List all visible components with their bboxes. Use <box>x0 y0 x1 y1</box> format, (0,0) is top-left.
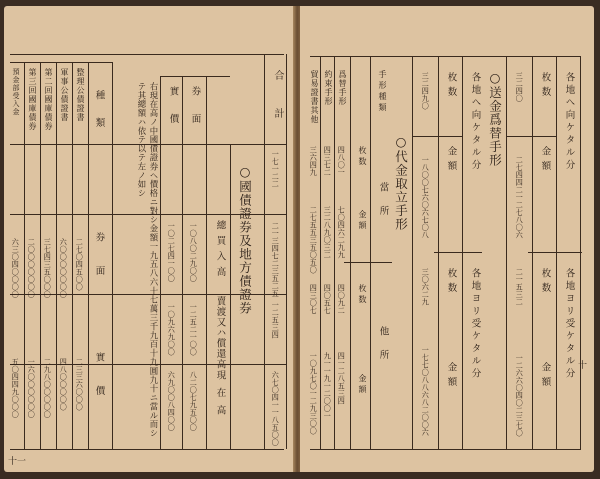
table-e-row-4-label: 第三回國庫債券 <box>28 68 37 131</box>
table-c-row-2-v2: 三二八九〇三二 <box>323 206 333 259</box>
table-b-col-count-1: 枚数 <box>445 72 457 101</box>
table-c-total-v4: 六七〇四一一八五〇〇 <box>271 371 281 446</box>
table-c-row-3-v2: 二七五五三五〇五〇 <box>309 206 319 274</box>
table-c-sub-divider <box>350 56 351 449</box>
table-e-row-4-v2: 一六〇〇〇〇〇〇 <box>27 358 37 418</box>
table-c-total-v3: 一二五三四 <box>271 301 281 339</box>
table-c-header-here: 當所 <box>377 182 389 229</box>
table-b-col-count-2: 枚数 <box>445 268 457 297</box>
table-e-divider-4 <box>24 62 25 449</box>
table-c-header-group: 手形種類 <box>378 70 387 114</box>
table-c-total-label: 合計 <box>272 70 283 146</box>
table-b-sub-from: 各地ヨリ受ケタル分 <box>469 268 481 381</box>
table-e-divider-2 <box>56 62 57 449</box>
table-d-row-face-v1: 一〇八〇二九〇〇 <box>189 222 199 282</box>
table-e-divider-header <box>88 62 89 449</box>
right-page-number: 十 <box>578 361 588 371</box>
table-e-row-2-label: 軍事公債證書 <box>60 68 69 122</box>
table-a-end <box>506 56 507 449</box>
section-title-bonds: ○國債證券及地方債證券 <box>237 164 253 315</box>
table-d-row-real-v3: 六九〇〇八四〇〇 <box>167 371 177 431</box>
table-d-row-real-v2: 一〇九六九〇〇 <box>167 303 177 356</box>
table-e-row-3-v2: 二九八〇〇〇〇〇 <box>43 358 53 418</box>
table-c-row-1-v1: 四八〇一 <box>337 146 347 176</box>
table-d-divider-row2 <box>160 76 161 449</box>
table-b-divider-1 <box>462 56 463 449</box>
table-d-hline-a <box>160 76 230 77</box>
table-c-row-divider-2 <box>320 56 321 449</box>
table-c-row-1-v2: 七〇四六二九九 <box>337 206 347 259</box>
table-a-value-4: 一二六六〇四〇二三七〇 <box>515 354 525 437</box>
table-d-header-current: 現在高 <box>214 370 226 423</box>
section-title-collection: ○代金取立手形 <box>393 134 409 231</box>
table-c-row-2-v3: 四〇五七 <box>323 284 333 314</box>
table-c-sub-count-1: 枚数 <box>358 146 367 168</box>
table-e-divider-3 <box>40 62 41 449</box>
table-e-row-5-v2: 五〇四四九〇〇〇 <box>11 358 21 418</box>
table-e-header-kind: 種類 <box>93 90 105 145</box>
table-c-row-2-label: 約束手形 <box>324 70 333 106</box>
table-c-right-edge <box>286 54 287 449</box>
table-d-row-face-v2: 一二五二一〇〇 <box>189 303 199 356</box>
table-c-hline-mid <box>344 262 392 263</box>
table-c-row-2-v1: 四三七二 <box>323 146 333 176</box>
table-c-row-1-v4: 四一二八五三四 <box>337 352 347 405</box>
table-a-header-from: 各地ヨリ受ケタル分 <box>563 268 575 381</box>
table-e-row-2-v2: 四八〇〇〇〇〇 <box>59 358 69 411</box>
table-c-sub-amount-1: 金額 <box>358 210 367 232</box>
table-b-col-amount-2: 金額 <box>445 362 457 391</box>
table-a-value-1: 三二四〇 <box>515 72 525 102</box>
table-d-header-sell: 賣渡又ハ償還高 <box>214 296 226 370</box>
table-b-col-amount-1: 金額 <box>445 146 457 175</box>
table-d-note: 右現在高ノ中國債證券ヘ價格ニ對シ金額一九五八六十七萬三千九百十九圓九十ニ當ル而シテ其總額ハ依テ以テ左ノ如シ <box>137 82 159 438</box>
table-b-divider-2 <box>438 56 439 449</box>
table-c-total-v1: 一七一二二 <box>271 150 281 188</box>
table-c-row-2-v4: 九一一九一二〇〇一 <box>323 352 333 420</box>
table-a-sub-amount-1: 金額 <box>539 146 551 175</box>
table-a-value-3: 二一五三二 <box>515 268 525 306</box>
table-d-header-buy: 總買入高 <box>214 220 226 282</box>
table-d-divider-row1 <box>182 76 183 449</box>
table-c-total-v2: 二一三四七二三五二五 <box>271 222 281 297</box>
table-a-hline-sub <box>506 136 556 137</box>
table-e-row-1-label: 整理公債證書 <box>76 68 85 122</box>
table-c-row-3-label: 貿易證書其他 <box>310 70 319 124</box>
table-d-row-face-label: 券面 <box>189 86 201 141</box>
table-e-header-real: 實價 <box>93 352 105 419</box>
section-title-remittance: ○送金爲替手形 <box>487 70 503 167</box>
table-d-divider-title <box>230 144 231 449</box>
table-d-row-real-v1: 一〇二七四一〇〇 <box>167 222 177 282</box>
table-c-divider-1 <box>264 54 265 449</box>
table-e-row-3-v1: 三七四三五〇〇〇 <box>43 238 53 298</box>
table-b-value-2: 一八〇〇七六〇六七〇八 <box>421 156 431 239</box>
table-a-sub-count-2: 枚数 <box>539 268 551 297</box>
table-b-value-4: 一七七〇八八六八二〇〇六 <box>421 346 431 436</box>
table-e-row-1-v2: 二三三六〇〇〇 <box>75 358 85 411</box>
table-c-sub-count-2: 枚数 <box>358 284 367 306</box>
table-c-sub-amount-2: 金額 <box>358 374 367 396</box>
table-c-right-divider <box>370 56 371 449</box>
table-c-row-1-v3: 四〇九二 <box>337 284 347 314</box>
table-e-row-5-v1: 六三〇四〇〇〇〇 <box>11 238 21 298</box>
table-c-header-other: 他所 <box>377 326 389 373</box>
table-d-divider-header <box>206 76 207 449</box>
table-a-divider-1 <box>556 56 557 449</box>
table-c-row-divider-1 <box>334 56 335 449</box>
table-d-row-real-label: 實價 <box>167 86 179 141</box>
table-c-row-3-v3: 四三〇七 <box>309 284 319 314</box>
table-d-row-face-v3: 八二〇七九五〇〇 <box>189 371 199 431</box>
table-a-divider-2 <box>532 56 533 449</box>
table-a-sub-amount-2: 金額 <box>539 362 551 391</box>
table-e-row-4-v1: 二〇〇〇〇〇〇〇 <box>27 238 37 298</box>
table-b-sub-to: 各地へ向ケタル分 <box>469 72 481 172</box>
left-page-number: 十一 <box>8 457 27 467</box>
table-b-hline-mid <box>434 252 482 253</box>
table-a-sub-count-1: 枚数 <box>539 72 551 101</box>
table-e-row-5-label: 預金部受入金 <box>12 68 20 116</box>
table-c-row-3-v4: 一〇九七〇一二九三〇〇 <box>309 352 319 435</box>
table-e-row-3-label: 第二回國庫債券 <box>44 68 53 131</box>
table-a-value-2: 二七四四二一二七八〇六 <box>515 156 525 239</box>
right-page <box>300 6 594 472</box>
table-b-value-1: 三二四九〇 <box>421 72 431 110</box>
table-b-value-3: 三〇六二九 <box>421 268 431 306</box>
left-page <box>4 6 296 472</box>
table-e-header-face: 券面 <box>93 232 105 299</box>
table-e-row-1-v1: 二七〇四五〇〇 <box>75 238 85 291</box>
table-c-row-1-label: 爲替手形 <box>338 70 347 106</box>
table-c-row-3-v1: 三六四九 <box>309 146 319 176</box>
table-e-hline-header <box>10 62 112 63</box>
table-e-divider-1 <box>72 62 73 449</box>
table-a-hline-mid <box>528 252 582 253</box>
table-b-end <box>412 56 413 449</box>
table-b-hline-sub <box>412 136 462 137</box>
table-e-right-edge <box>112 62 113 449</box>
table-a-header-to: 各地へ向ケタル分 <box>563 72 575 172</box>
table-e-row-2-v1: 六〇〇〇〇〇〇〇 <box>59 238 69 298</box>
